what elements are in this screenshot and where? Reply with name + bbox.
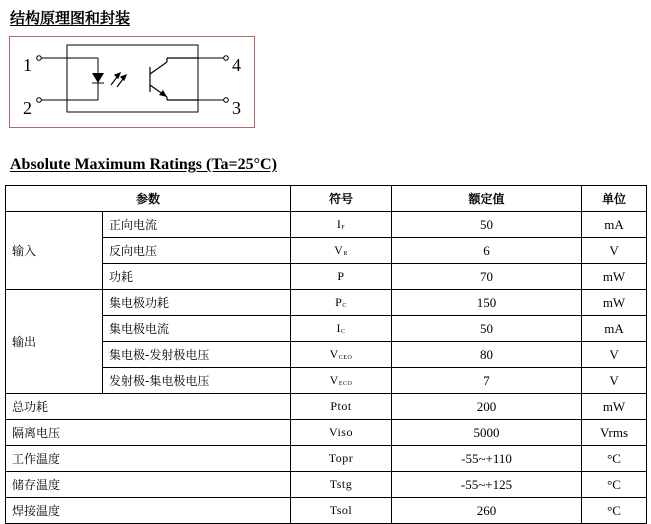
unit-cell: Vrms xyxy=(582,420,647,446)
symbol-cell xyxy=(291,472,392,498)
symbol-subscript: CEO xyxy=(338,355,353,361)
param-name-cell: 集电极电流 xyxy=(103,316,291,342)
rated-value-cell: 50 xyxy=(392,316,582,342)
symbol-cell xyxy=(291,316,392,342)
table-row xyxy=(6,472,647,498)
symbol-subscript: C xyxy=(341,329,346,335)
unit-cell: V xyxy=(582,368,647,394)
pin-3-terminal xyxy=(224,98,229,103)
rated-value-cell: 150 xyxy=(392,290,582,316)
ratings-heading: Absolute Maximum Ratings (Ta=25°C) xyxy=(10,156,277,173)
param-name-cell: 储存温度 xyxy=(6,472,291,498)
table-row xyxy=(6,368,647,394)
rated-value-cell: 6 xyxy=(392,238,582,264)
structure-heading: 结构原理图和封装 xyxy=(10,9,131,27)
rated-value-cell: -55~+125 xyxy=(392,472,582,498)
pin-1-label: 1 xyxy=(23,55,32,75)
symbol-cell xyxy=(291,342,392,368)
symbol-cell xyxy=(291,394,392,420)
header-param: 参数 xyxy=(6,186,291,212)
rated-value-cell: 260 xyxy=(392,498,582,524)
table-header-row xyxy=(6,186,647,212)
table-row xyxy=(6,238,647,264)
unit-cell: V xyxy=(582,342,647,368)
group-output-label: 输出 xyxy=(6,290,103,394)
rated-value-cell: 50 xyxy=(392,212,582,238)
group-input-label: 输入 xyxy=(6,212,103,290)
symbol-cell xyxy=(291,420,392,446)
pin-2-label: 2 xyxy=(23,98,32,118)
table-row xyxy=(6,342,647,368)
symbol-main: P xyxy=(337,269,345,283)
param-name-cell: 工作温度 xyxy=(6,446,291,472)
rated-value-cell: 200 xyxy=(392,394,582,420)
package-outline xyxy=(67,45,198,112)
unit-cell: V xyxy=(582,238,647,264)
header-symbol: 符号 xyxy=(291,186,392,212)
symbol-main: P xyxy=(335,295,343,309)
symbol-main: I xyxy=(336,321,341,335)
symbol-cell xyxy=(291,368,392,394)
table-row xyxy=(6,498,647,524)
rated-value-cell: 7 xyxy=(392,368,582,394)
symbol-cell xyxy=(291,264,392,290)
symbol-main: V xyxy=(329,347,339,361)
symbol-subscript: R xyxy=(343,251,348,257)
param-name-cell: 总功耗 xyxy=(6,394,291,420)
pin-1-terminal xyxy=(37,56,42,61)
symbol-subscript: ECO xyxy=(338,381,353,387)
unit-cell: °C xyxy=(582,446,647,472)
symbol-main: Ptot xyxy=(330,399,352,413)
table-row xyxy=(6,394,647,420)
symbol-main: V xyxy=(329,373,339,387)
symbol-main: Topr xyxy=(328,451,354,465)
phototransistor-icon xyxy=(150,58,198,100)
symbol-main: I xyxy=(336,217,342,231)
absolute-maximum-ratings-table xyxy=(5,185,647,524)
symbol-cell xyxy=(291,446,392,472)
param-name-cell: 正向电流 xyxy=(103,212,291,238)
symbol-subscript: F xyxy=(341,225,346,231)
unit-cell: °C xyxy=(582,498,647,524)
rated-value-cell: 80 xyxy=(392,342,582,368)
pin-4-terminal xyxy=(224,56,229,61)
symbol-main: Tsol xyxy=(329,503,353,517)
unit-cell: °C xyxy=(582,472,647,498)
unit-cell: mA xyxy=(582,316,647,342)
rated-value-cell: 70 xyxy=(392,264,582,290)
unit-cell: mW xyxy=(582,394,647,420)
rated-value-cell: 5000 xyxy=(392,420,582,446)
symbol-cell xyxy=(291,498,392,524)
schematic-drawing xyxy=(10,37,256,129)
table-row xyxy=(6,290,647,316)
table-row xyxy=(6,420,647,446)
table-row xyxy=(6,212,647,238)
header-unit: 单位 xyxy=(582,186,647,212)
param-name-cell: 集电极-发射极电压 xyxy=(103,342,291,368)
pin-2-terminal xyxy=(37,98,42,103)
param-name-cell: 发射极-集电极电压 xyxy=(103,368,291,394)
param-name-cell: 隔离电压 xyxy=(6,420,291,446)
symbol-main: V xyxy=(334,243,344,257)
rated-value-cell: -55~+110 xyxy=(392,446,582,472)
table-row xyxy=(6,446,647,472)
light-emission-arrows-icon xyxy=(111,73,126,87)
param-name-cell: 功耗 xyxy=(103,264,291,290)
symbol-cell xyxy=(291,238,392,264)
symbol-cell xyxy=(291,290,392,316)
emitter-arrow-icon xyxy=(159,90,167,97)
led-diode-icon xyxy=(92,73,104,83)
symbol-cell xyxy=(291,212,392,238)
optocoupler-schematic xyxy=(9,36,255,128)
param-name-cell: 焊接温度 xyxy=(6,498,291,524)
table-row xyxy=(6,264,647,290)
table-row xyxy=(6,316,647,342)
param-name-cell: 反向电压 xyxy=(103,238,291,264)
symbol-main: Viso xyxy=(329,425,353,439)
pin-3-label: 3 xyxy=(232,98,241,118)
unit-cell: mW xyxy=(582,264,647,290)
header-rated-value: 额定值 xyxy=(392,186,582,212)
symbol-subscript: C xyxy=(342,303,347,309)
unit-cell: mW xyxy=(582,290,647,316)
unit-cell: mA xyxy=(582,212,647,238)
pin-4-label: 4 xyxy=(232,55,241,75)
symbol-main: Tstg xyxy=(329,477,353,491)
param-name-cell: 集电极功耗 xyxy=(103,290,291,316)
